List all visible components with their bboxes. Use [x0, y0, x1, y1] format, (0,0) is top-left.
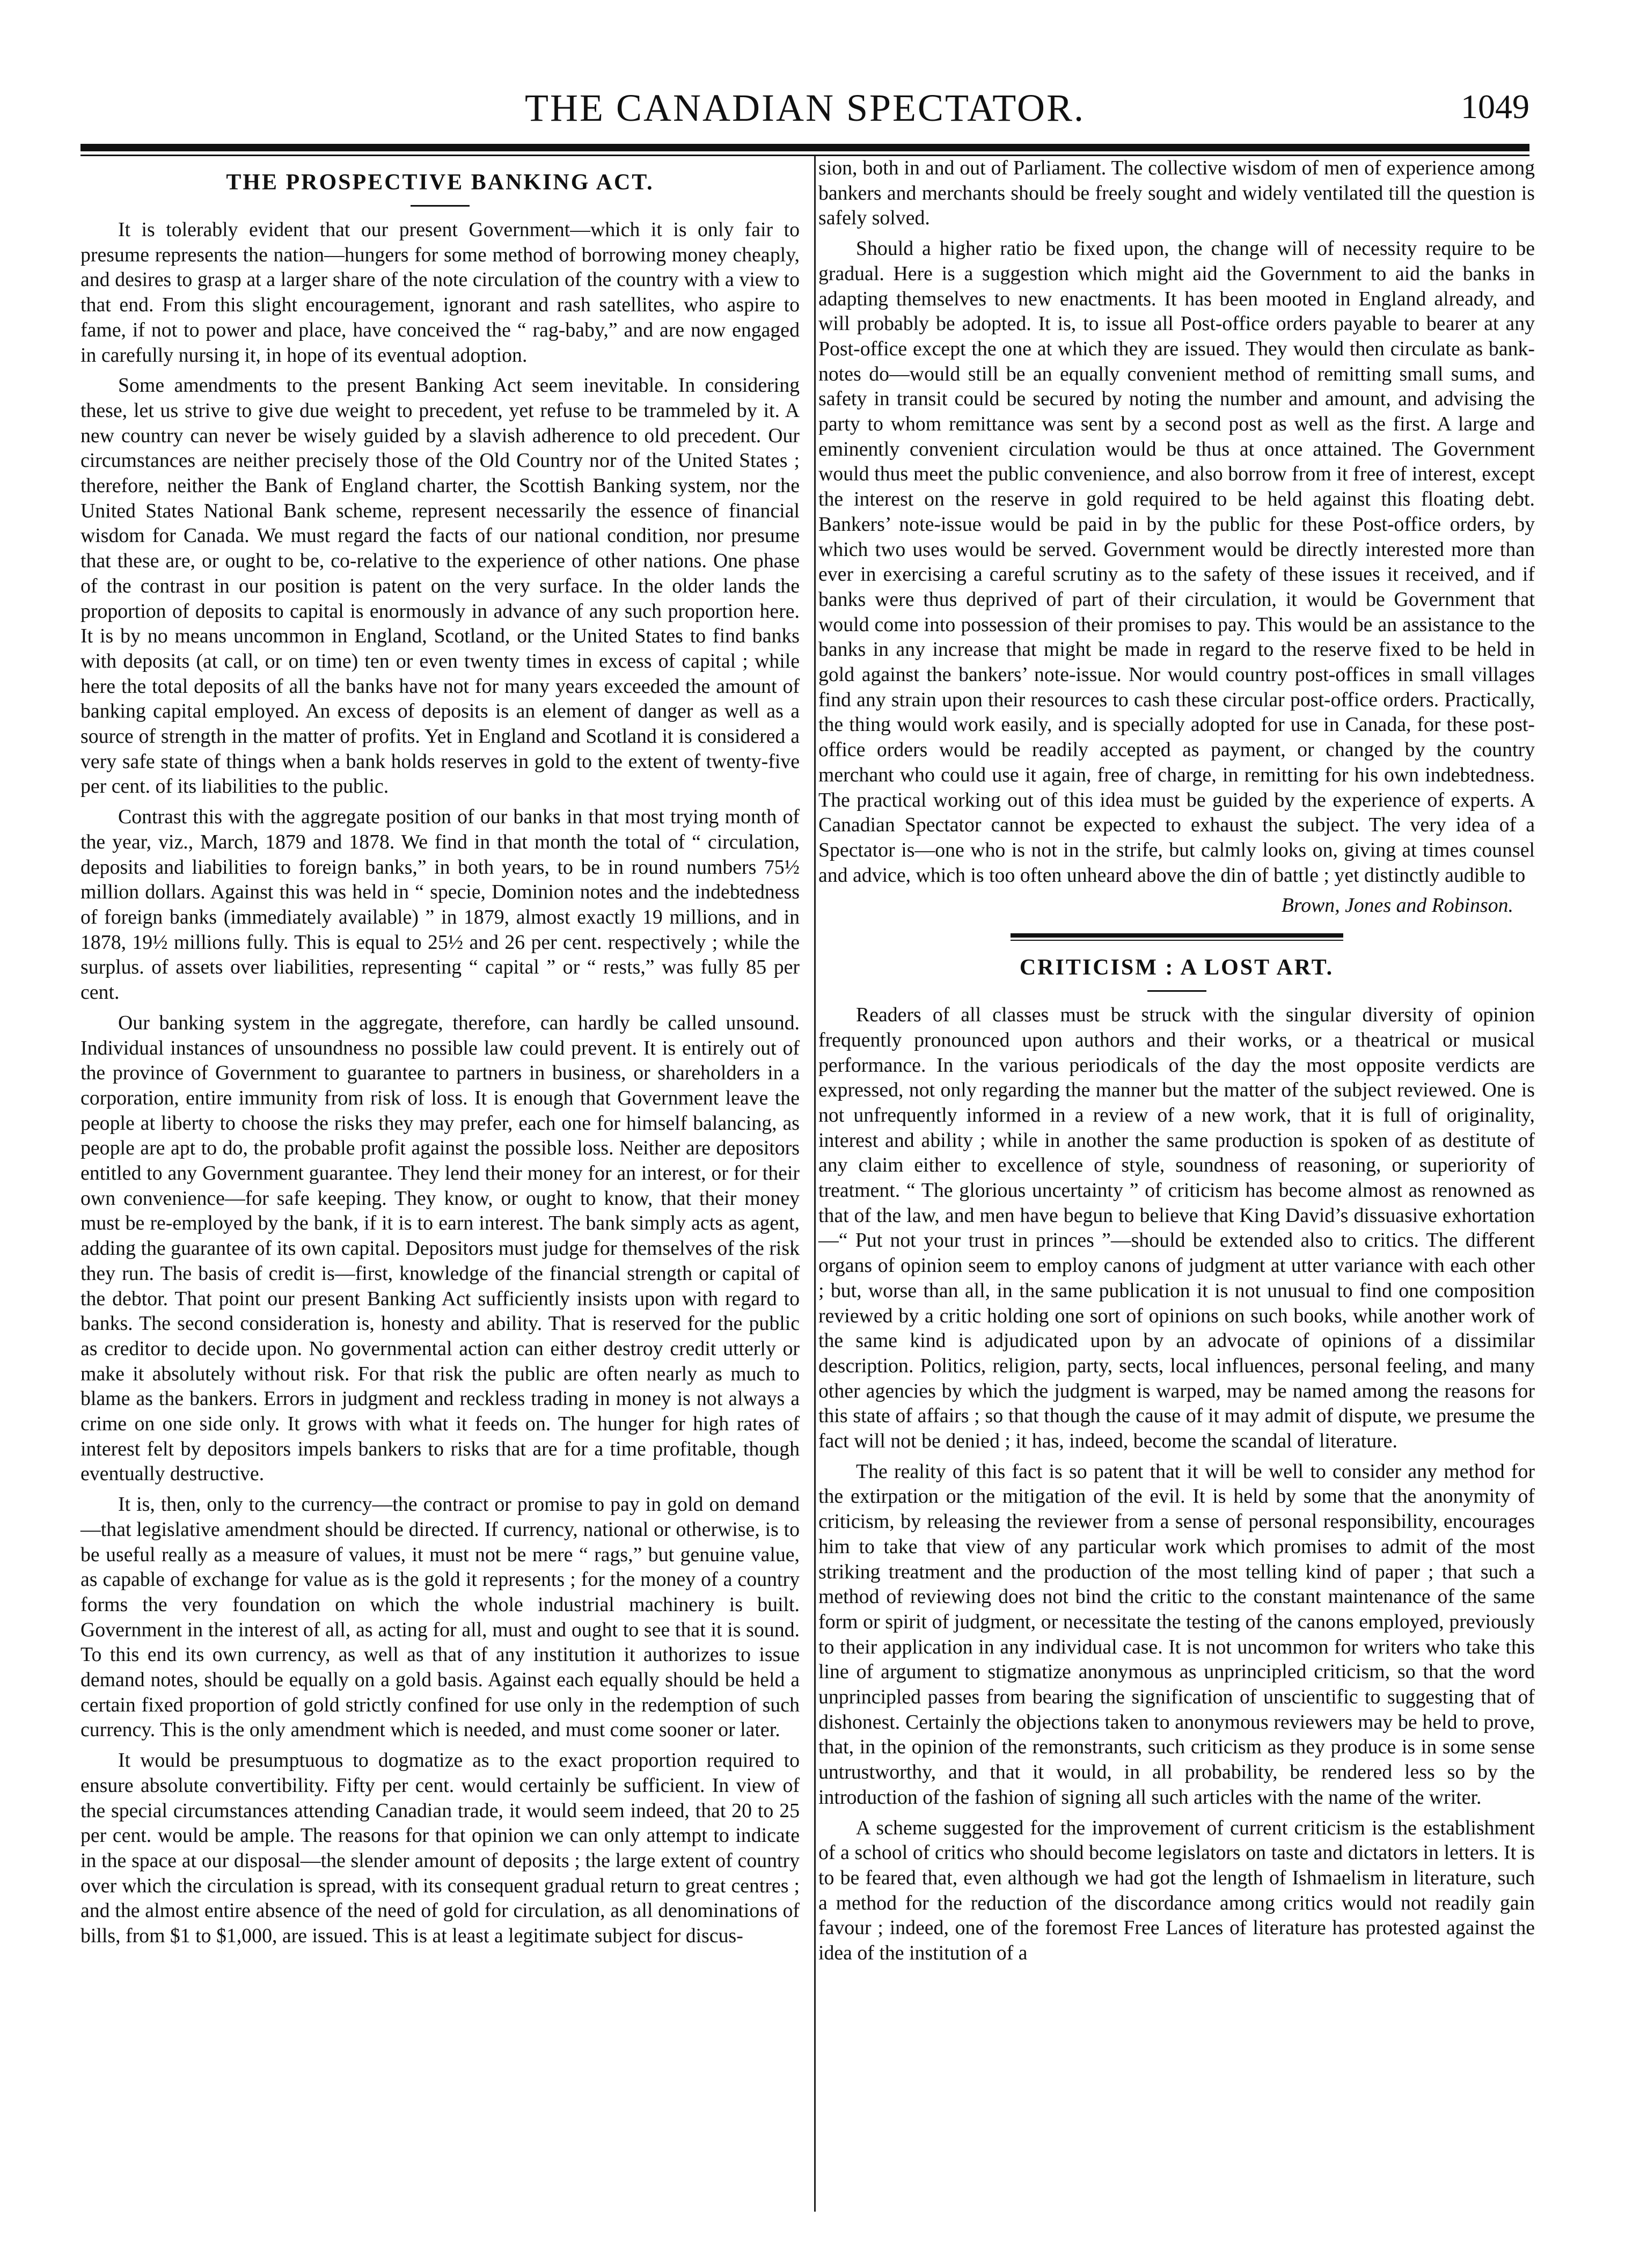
left-column [80, 156, 800, 1954]
page-number: 1049 [1461, 87, 1529, 126]
section-rule-thick [1011, 933, 1343, 938]
header-rule-thick [80, 144, 1529, 151]
article-paragraph: Our banking system in the aggregate, therefore, can hardly be called unsound. Individual instances of unsoundness no possible law could prevent. It is entirely out of the province of Government to guarantee to partners in business, or shareholders in a corporation, entire immunity from risk of loss. It is enough that Government leave the people at liberty to choose the risks they may prefer, each one for himself balancing, as people are apt to do, the probable profit against the possible loss. Neither are depositors entitled to any Government guarantee. They lend their money for an interest, or for their own convenience—for safe keeping. They know, or ought to know, that their money must be re-employed by the bank, if it is to earn interest. The bank simply acts as agent, adding the guarantee of its own capital. Depositors must judge for themselves of the risk they run. The basis of credit is—first, knowledge of the financial strength or capital of the debtor. That point our present Banking Act sufficiently insists upon with regard to banks. The second consideration is, honesty and ability. That is reserved for the public as creditor to decide upon. No governmental action can either destroy credit utterly or make it absolutely without risk. For that risk the public are often nearly as much to blame as the bankers. Errors in judgment and reckless trading in money is not always a crime on one side only. It grows with what it feeds on. The hunger for high rates of interest felt by depositors impels bankers to risks that are for a time profitable, though eventually destructive. [80, 1011, 800, 1486]
article-paragraph: Should a higher ratio be fixed upon, the change will of necessity require to be gradual. Here is a suggestion which might aid the Government to aid the banks in adapting themselves to new enactments. It has been mooted in England already, and will probably be adopted. It is, to issue all Post-office orders payable to bearer at any Post-office except the one at which they are issued. They would then circulate as bank-notes do—would still be an equally convenient method of remitting small sums, and safety in transit could be secured by noting the number and amount, and advising the party to whom remittance was sent by a second post as well as the first. A large and eminently convenient circulation would be thus at once attained. The Government would thus meet the public convenience, and also borrow from it free of interest, except the interest on the reserve in gold required to be held against this floating debt. Bankers’ note-issue would be paid in by the public for these Post-office orders, by which two uses would be served. Government would be directly interested more than ever in exercising a careful scrutiny as to the safety of these issues it received, and if banks were thus deprived of part of their circulation, it would be Government that would come into possession of their promises to pay. This would be an assistance to the banks in any increase that might be made in regard to the reserve fixed to be held in gold against the bankers’ note-issue. Nor would country post-offices in small villages find any strain upon their resources to cash these circular post-office orders. Practically, the thing would work easily, and is specially adopted for use in Canada, for these post-office orders would be readily accepted as payment, or changed by the country merchant who could use it again, free of charge, in remitting for his own indebtedness. The practical working out of this idea must be guided by the experience of experts. A Canadian Spectator cannot be expected to exhaust the subject. The very idea of a Spectator is—one who is not in the strife, but calmly looks on, giving at times counsel and advice, which is too often unheard above the din of battle ; yet distinctly audible to [818, 237, 1535, 887]
article-paragraph-continued: sion, both in and out of Parliament. The collective wisdom of men of experience among bankers and merchants should be freely sought and widely ventilated till the question is safely solved. [818, 157, 1535, 230]
article-paragraph: Contrast this with the aggregate position of our banks in that most trying month of the year, viz., March, 1879 and 1878. We find in that month the total of “ circulation, deposits and liabilities to foreign banks,” in both years, to be in round numbers 75½ million dollars. Against this was held in “ specie, Dominion notes and the indebtedness of foreign banks (immediately available) ” in 1879, almost exactly 19 millions, and in 1878, 19½ millions fully. This is equal to 25½ and 26 per cent. respectively ; while the surplus. of assets over liabilities, representing “ capital ” or “ rests,” was fully 85 per cent. [80, 806, 800, 1004]
article-paragraph: It is tolerably evident that our present Government—which it is only fair to presume represents the nation—hungers for some method of borrowing money cheaply, and desires to grasp at a larger share of the note circulation of the country with a view to that end. From this slight encouragement, ignorant and rash satellites, who aspire to fame, if not to power and place, have conceived the “ rag-baby,” and are now engaged in carefully nursing it, in hope of its eventual adoption. [80, 218, 800, 367]
article-paragraph: It is, then, only to the currency—the contract or promise to pay in gold on demand—that legislative amendment should be directed. If currency, national or otherwise, is to be useful really as a measure of values, it must not be mere “ rags,” but genuine value, as capable of exchange for value as is the gold it represents ; for the money of a country forms the very foundation on which the whole industrial machinery is built. Government in the interest of all, as acting for all, must and ought to see that it is sound. To this end its own currency, as well as that of any institution it authorizes to issue demand notes, should be equally on a gold basis. Against each equally should be held a certain fixed proportion of gold strictly confined for use only in the redemption of such currency. This is the only amendment which is needed, and must come sooner or later. [80, 1493, 800, 1742]
column-divider [814, 156, 816, 2212]
title-dash [411, 205, 470, 207]
article-paragraph: Readers of all classes must be struck with the singular diversity of opinion frequently pronounced upon authors and their works, or a theatrical or musical performance. In the various periodicals of the day the most opposite verdicts are expressed, not only regarding the manner but the matter of the subject reviewed. One is not unfrequently informed in a review of a new work, that it is full of originality, interest and ability ; while in another the same production is spoken of as destitute of any claim either to excellence of style, soundness of reasoning, or superiority of treatment. “ The glorious uncertainty ” of criticism has become almost as renowned as that of the law, and men have begun to believe that King David’s dissuasive exhortation—“ Put not your trust in princes ”—should be extended also to critics. The different organs of opinion seem to employ canons of judgment at utter variance with each other ; but, worse than all, in the same publication it is not unusual to find one composition reviewed by a critic holding one sort of opinions on such books, while another work of the same kind is adjudicated upon by an advocate of opinions of a dissimilar description. Politics, religion, party, sects, local influences, personal feeling, and many other agencies by which the judgment is warped, may be named among the reasons for this state of affairs ; so that though the cause of it may admit of dispute, we presume the fact will not be denied ; it has, indeed, become the scandal of literature. [818, 1004, 1535, 1453]
masthead [80, 81, 1529, 140]
publication-title: THE CANADIAN SPECTATOR. [525, 86, 1085, 129]
section-rule-thin [1011, 940, 1343, 941]
section-break [818, 933, 1535, 941]
article-title-banking-act: THE PROSPECTIVE BANKING ACT. [226, 170, 654, 195]
article-paragraph: The reality of this fact is so patent that it will be well to consider any method for the extirpation or the mitigation of the evil. It is held by some that the anonymity of criticism, by releasing the reviewer from a sense of personal responsibility, encourages him to take that view of any particular work which promises to admit of the most striking treatment and the production of the most telling kind of paper ; that such a method of reviewing does not bind the critic to the constant maintenance of the same form or spirit of judgment, or necessitate the testing of the canons employed, previously to their application in any individual case. It is not uncommon for writers who take this line of argument to stigmatize anonymous as unprincipled criticism, so that the word unprincipled passes from bearing the signification of unscientific to suggesting that of dishonest. Certainly the objections taken to anonymous reviewers may be held to prove, that, in the opinion of the remonstrants, such criticism as they produce is in some sense untrustworthy, and that it would, in all probability, be rendered less so by the introduction of the fashion of signing all such articles with the name of the writer. [818, 1460, 1535, 1809]
article-paragraph: It would be presumptuous to dogmatize as to the exact proportion required to ensure absolute convertibility. Fifty per cent. would certainly be sufficient. In view of the special circumstances attending Canadian trade, it would seem indeed, that 20 to 25 per cent. would be ample. The reasons for that opinion we can only attempt to indicate in the space at our disposal—the slender amount of deposits ; the large extent of country over which the circulation is spread, with its consequent gradual return to great centres ; and the almost entire absence of the need of gold for circulation, as all denominations of bills, from $1 to $1,000, are issued. This is at least a legitimate subject for discus- [80, 1749, 800, 1948]
article-signature: Brown, Jones and Robinson. [1281, 894, 1513, 917]
article-paragraph: Some amendments to the present Banking Act seem inevitable. In considering these, let us strive to give due weight to precedent, yet refuse to be trammeled by it. A new country can never be wisely guided by a slavish adherence to old precedent. Our circumstances are neither precisely those of the Old Country nor of the United States ; therefore, neither the Bank of England charter, the Scottish Banking system, nor the United States National Bank scheme, represent necessarily the essence of financial wisdom for Canada. We must regard the facts of our national condition, nor presume that these are, or ought to be, co-relative to the experience of other nations. One phase of the contrast in our position is patent on the very surface. In the older lands the proportion of deposits to capital is enormously in advance of any such proportion here. It is by no means uncommon in England, Scotland, or the United States to find banks with deposits (at call, or on time) ten or even twenty times in excess of capital ; while here the total deposits of all the banks have not for many years exceeded the amount of banking capital employed. An excess of deposits is an element of danger as well as a source of strength in the matter of profits. Yet in England and Scotland it is considered a very safe state of things when a bank holds reserves in gold to the extent of twenty-five per cent. of its liabilities to the public. [80, 374, 800, 798]
article-title-criticism: CRITICISM : A LOST ART. [1019, 955, 1334, 981]
article-paragraph: A scheme suggested for the improvement of current criticism is the establishment of a school of critics who should become legislators on taste and dictators in letters. It is to be feared that, even although we had got the length of Ishmaelism in literature, such a method for the reduction of the discordance among critics would not readily gain favour ; indeed, one of the foremost Free Lances of literature has protested against the idea of the institution of a [818, 1816, 1535, 1965]
right-column [818, 156, 1535, 1971]
title-dash [1147, 990, 1206, 992]
